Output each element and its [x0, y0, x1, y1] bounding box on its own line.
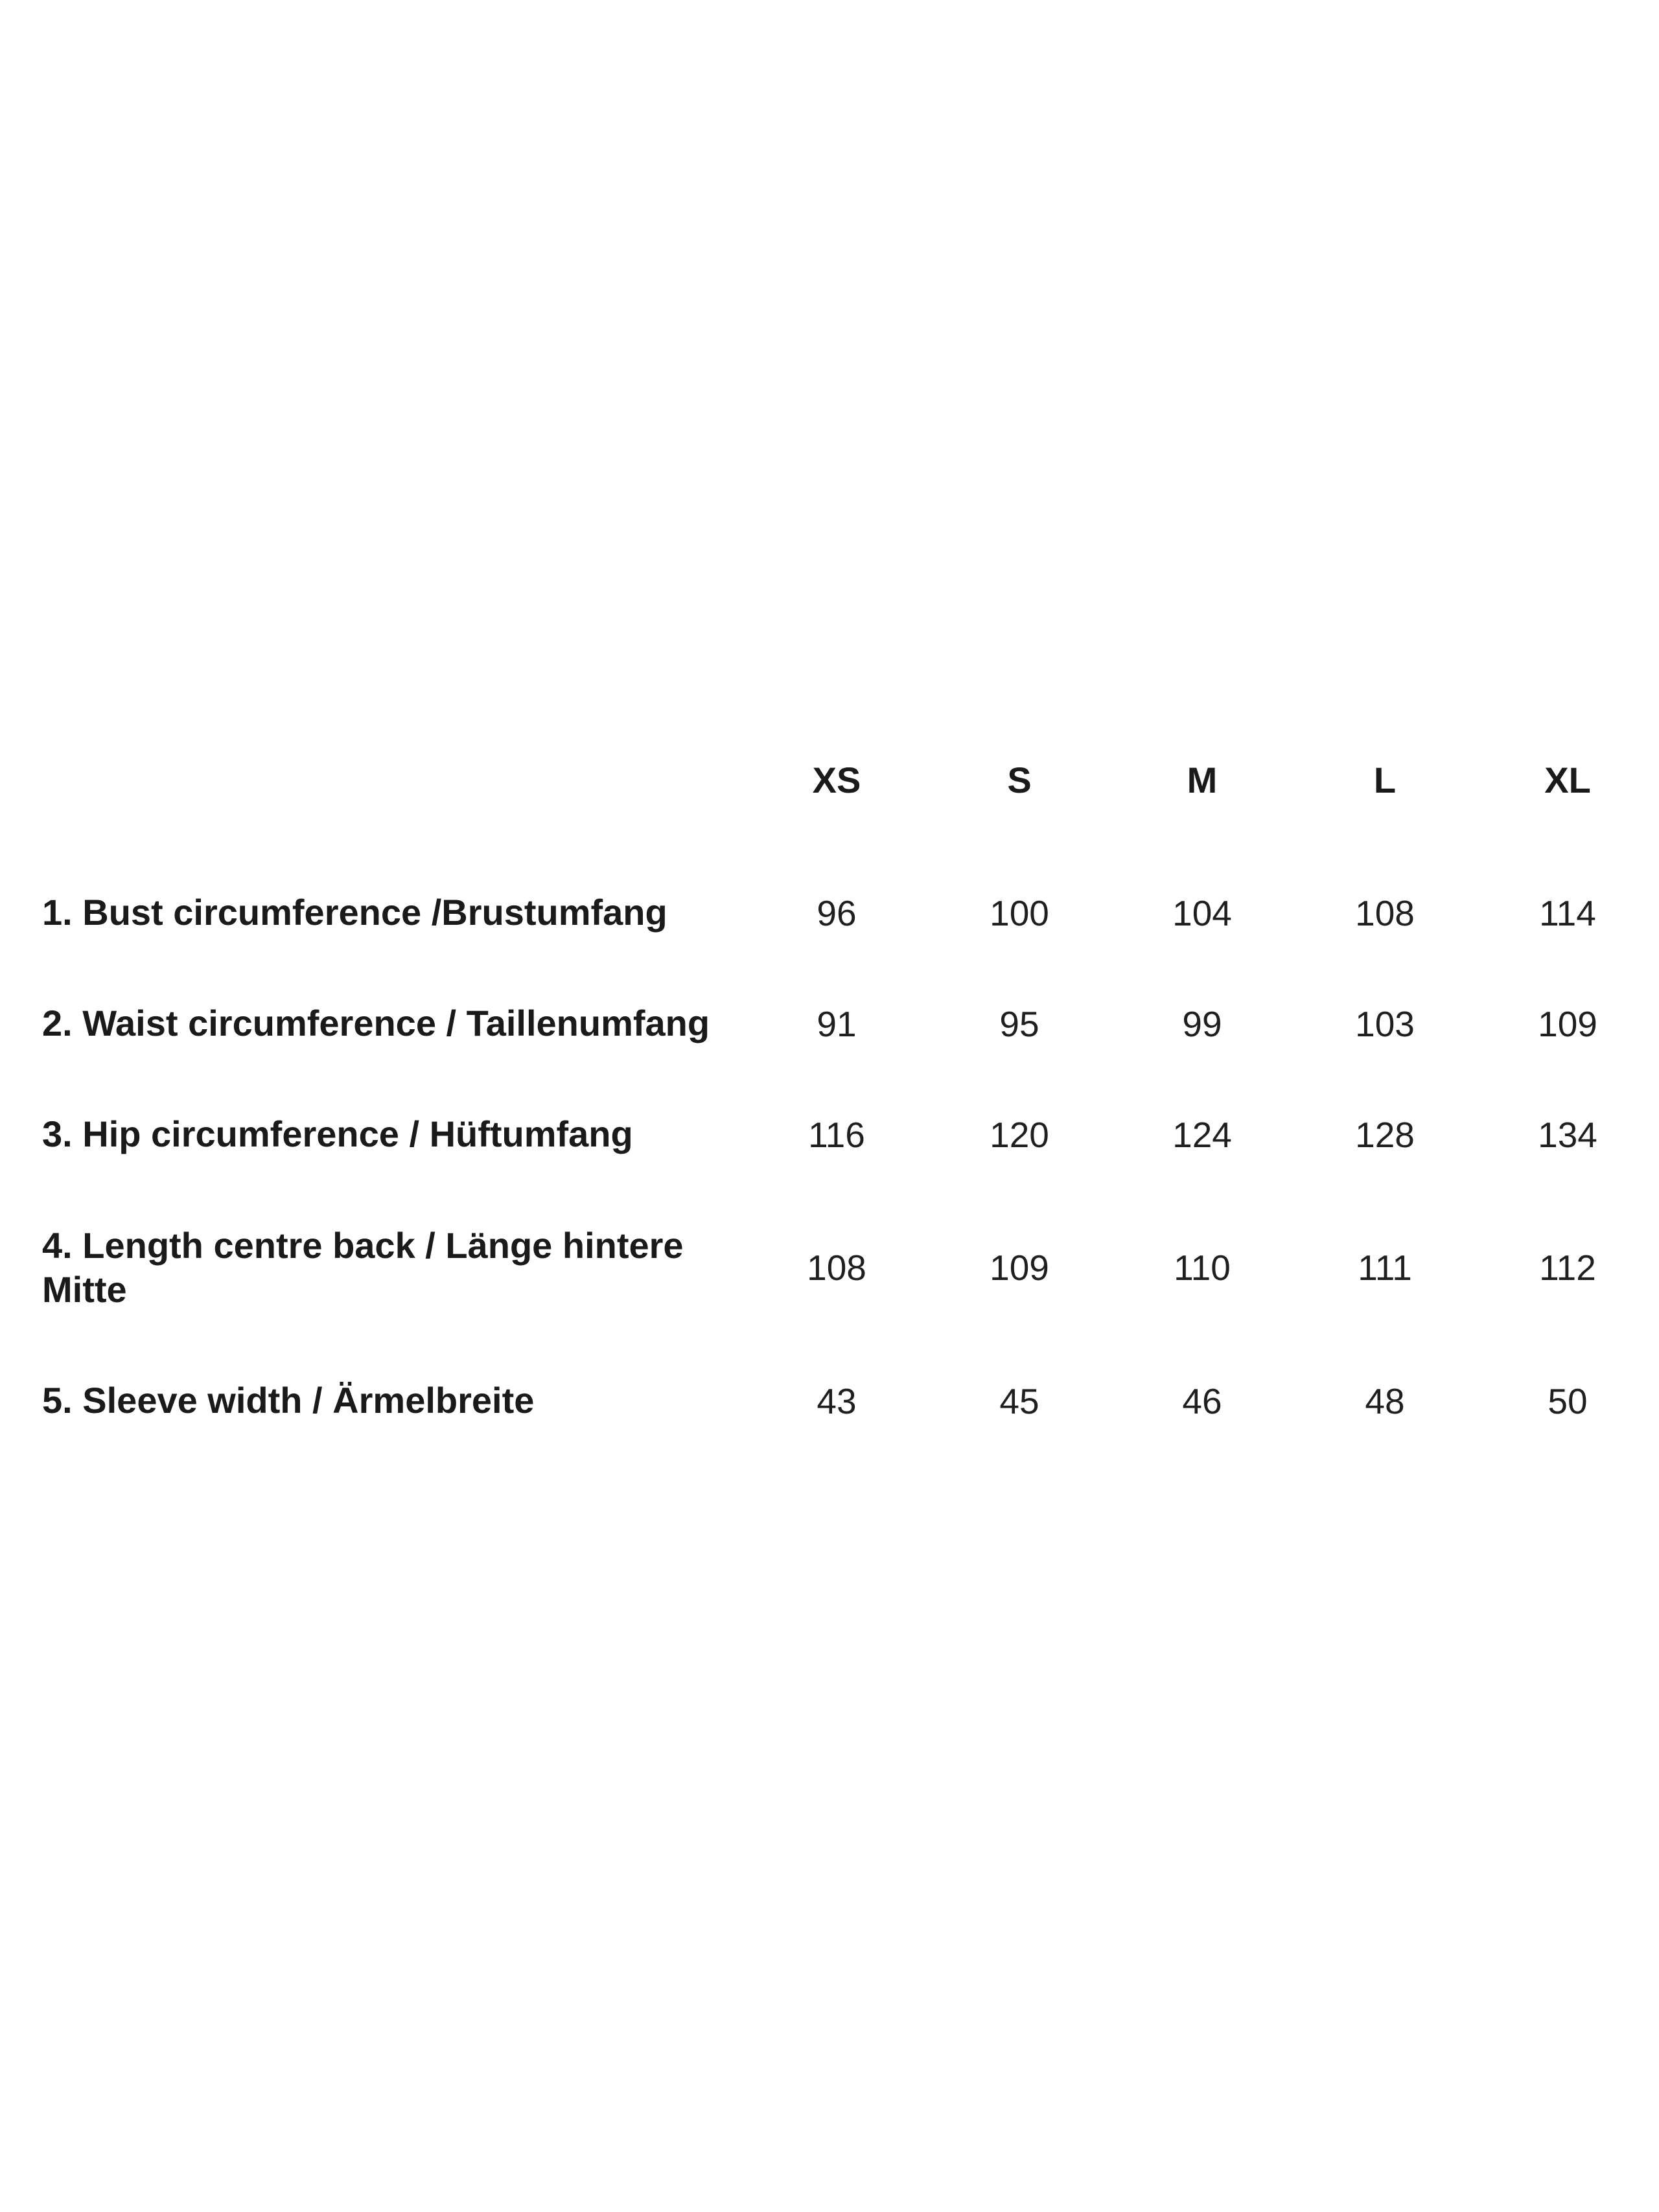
- table-row-bust: [0, 857, 1659, 968]
- cell-value: 43: [817, 1380, 857, 1421]
- size-column-header-l: L: [1373, 759, 1397, 800]
- cell-value: 103: [1355, 1003, 1415, 1044]
- cell-value: 108: [1355, 892, 1415, 933]
- table-row-length-centre-back: [0, 1190, 1659, 1345]
- row-label-hip: 3. Hip circumference / Hüftumfang: [42, 1113, 633, 1155]
- table-row-hip: [0, 1079, 1659, 1190]
- cell-value: 108: [807, 1248, 866, 1288]
- size-column-header-xl: XL: [1544, 759, 1591, 800]
- table-row-sleeve-width: [0, 1345, 1659, 1456]
- cell-value: 95: [999, 1003, 1039, 1044]
- table-row-waist: [0, 968, 1659, 1079]
- size-header-row: [0, 725, 1659, 835]
- row-label-bust: 1. Bust circumference /Brustumfang: [42, 892, 667, 933]
- cell-value: 112: [1539, 1248, 1596, 1288]
- row-label-sleeve-width: 5. Sleeve width / Ärmelbreite: [42, 1380, 535, 1421]
- cell-value: 116: [808, 1114, 865, 1155]
- cell-value: 99: [1182, 1003, 1222, 1044]
- row-label-length-centre-back: 4. Length centre back / Länge hintere Mitte: [42, 1224, 684, 1310]
- size-column-header-s: S: [1007, 759, 1032, 800]
- cell-value: 109: [1538, 1003, 1597, 1044]
- cell-value: 100: [990, 892, 1049, 933]
- cell-value: 48: [1365, 1380, 1405, 1421]
- cell-value: 114: [1539, 892, 1596, 933]
- cell-value: 91: [817, 1003, 857, 1044]
- size-column-header-m: M: [1187, 759, 1218, 800]
- cell-value: 104: [1172, 892, 1232, 933]
- cell-value: 110: [1174, 1248, 1231, 1288]
- cell-value: 128: [1355, 1114, 1415, 1155]
- row-label-waist: 2. Waist circumference / Taillenumfang: [42, 1003, 710, 1044]
- cell-value: 109: [990, 1248, 1049, 1288]
- cell-value: 120: [990, 1114, 1049, 1155]
- cell-value: 134: [1538, 1114, 1597, 1155]
- cell-value: 124: [1172, 1114, 1232, 1155]
- size-column-header-xs: XS: [812, 759, 861, 800]
- cell-value: 50: [1548, 1380, 1588, 1421]
- cell-value: 111: [1358, 1248, 1412, 1288]
- cell-value: 45: [999, 1380, 1039, 1421]
- cell-value: 46: [1182, 1380, 1222, 1421]
- cell-value: 96: [817, 892, 857, 933]
